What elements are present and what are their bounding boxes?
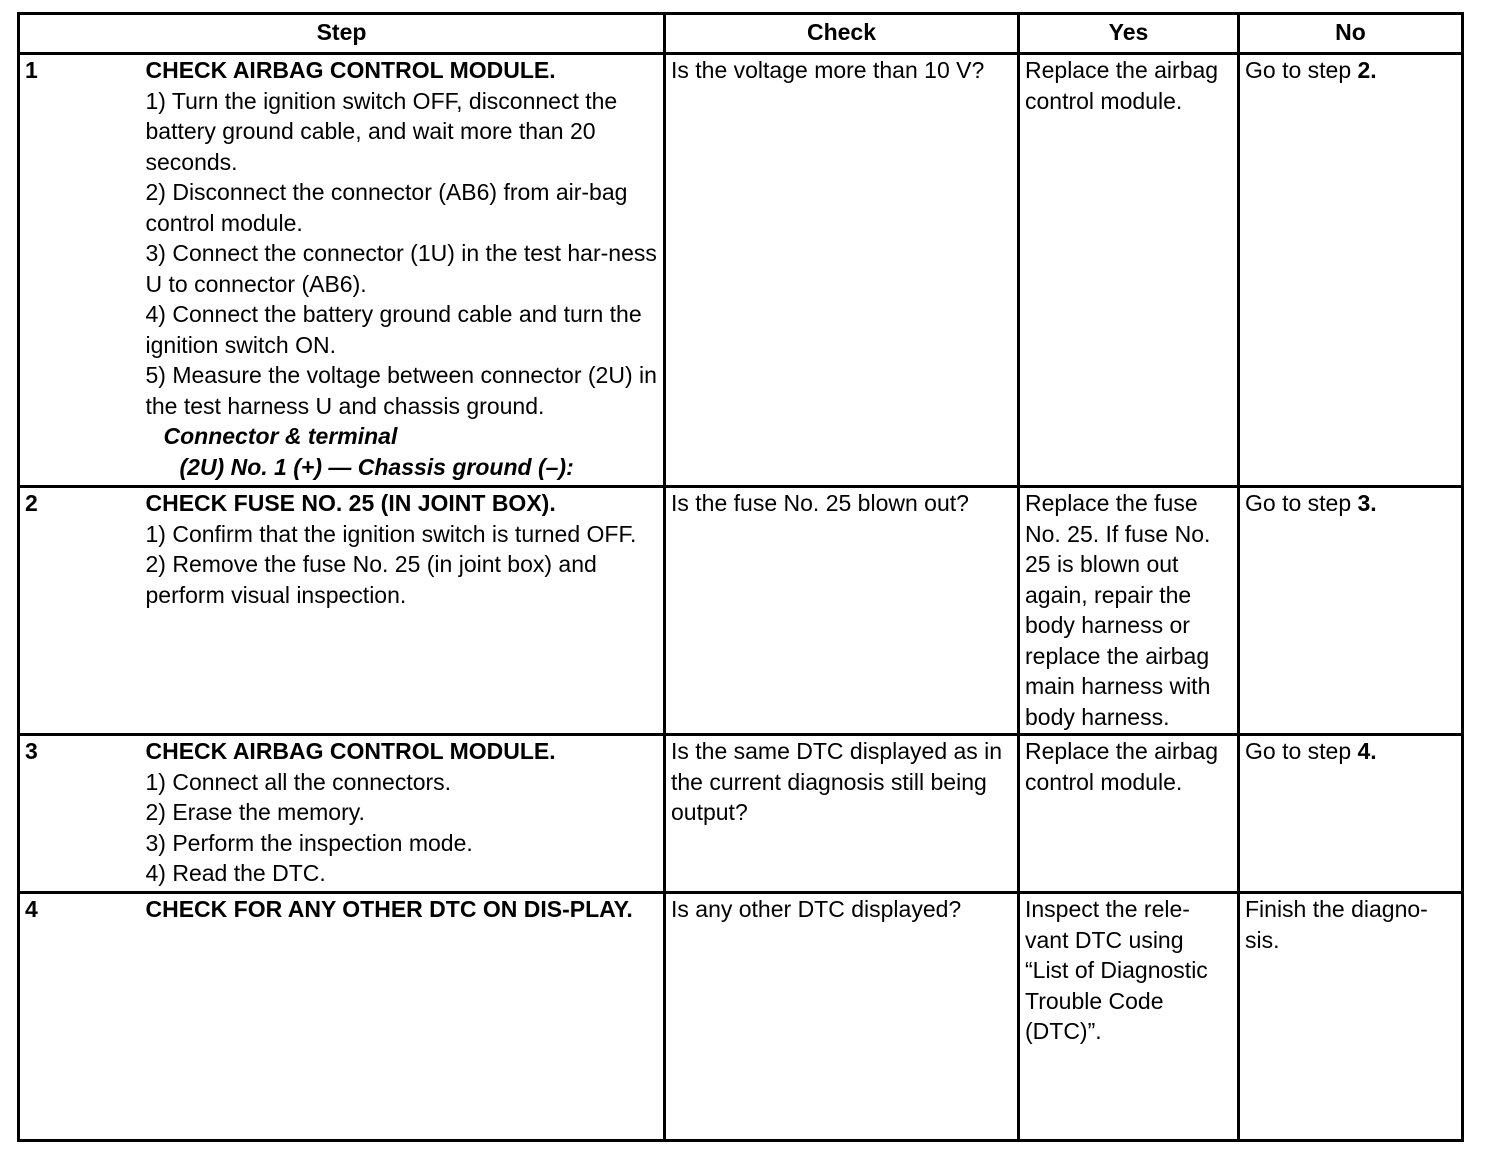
- yes-cell: Replace the fuse No. 25. If fuse No. 25 is blown out again, repair the body harness or replace the airbag main harness with body harness.: [1019, 487, 1239, 735]
- step-title: CHECK AIRBAG CONTROL MODULE.: [145, 57, 556, 83]
- no-prefix: Go to step: [1245, 738, 1358, 764]
- substep: 3) Perform the inspection mode.: [145, 829, 473, 856]
- step-number: 1: [19, 54, 141, 487]
- header-no: No: [1239, 14, 1463, 54]
- no-cell: [1239, 487, 1463, 735]
- no-cell: [1239, 54, 1463, 487]
- header-yes: Yes: [1019, 14, 1239, 54]
- table-row: [19, 54, 1463, 487]
- check-cell: Is the fuse No. 25 blown out?: [665, 487, 1019, 735]
- table-row: [19, 735, 1463, 893]
- substep: 4) Connect the battery ground cable and turn the ignition switch ON.: [145, 301, 642, 358]
- step-number: 2: [19, 487, 141, 735]
- header-row: [19, 14, 1463, 54]
- step-title: CHECK FUSE NO. 25 (IN JOINT BOX).: [145, 490, 556, 516]
- no-cell: [1239, 735, 1463, 893]
- substep: 1) Turn the ignition switch OFF, disconnect the battery ground cable, and wait more than 20 seconds.: [145, 87, 618, 175]
- substep: 5) Measure the voltage between connector (2U) in the test harness U and chassis ground.: [145, 362, 657, 419]
- table-row: [19, 893, 1463, 1141]
- yes-cell: Inspect the rele-vant DTC using “List of Diagnostic Trouble Code (DTC)”.: [1019, 893, 1239, 1141]
- substep: 2) Remove the fuse No. 25 (in joint box) and perform visual inspection.: [145, 551, 597, 608]
- table-row: [19, 487, 1463, 735]
- no-target-step: 4.: [1357, 738, 1377, 764]
- substep: 4) Read the DTC.: [145, 860, 326, 886]
- substep: 3) Connect the connector (1U) in the test har-ness U to connector (AB6).: [145, 240, 657, 297]
- diagnosis-table: [17, 12, 1464, 1142]
- check-cell: Is the same DTC displayed as in the current diagnosis still being output?: [665, 735, 1019, 893]
- step-content: [141, 54, 665, 487]
- step-content: [141, 735, 665, 893]
- connector-label: Connector & terminal: [163, 423, 398, 449]
- step-number: 3: [19, 735, 141, 893]
- check-cell: Is any other DTC displayed?: [665, 893, 1019, 1141]
- substep: 1) Confirm that the ignition switch is turned OFF.: [145, 520, 637, 547]
- no-prefix: Go to step: [1245, 57, 1358, 83]
- substep: 2) Disconnect the connector (AB6) from air-bag control module.: [145, 179, 628, 236]
- step-content: [141, 893, 665, 1141]
- step-title: CHECK AIRBAG CONTROL MODULE.: [145, 738, 556, 764]
- substep: 2) Erase the memory.: [145, 799, 365, 825]
- yes-cell: Replace the airbag control module.: [1019, 54, 1239, 487]
- header-check: Check: [665, 14, 1019, 54]
- step-number: 4: [19, 893, 141, 1141]
- no-prefix: Go to step: [1245, 490, 1358, 516]
- connector-terminal: (2U) No. 1 (+) — Chassis ground (–):: [179, 453, 574, 480]
- step-title: CHECK FOR ANY OTHER DTC ON DIS-PLAY.: [145, 896, 633, 922]
- yes-cell: Replace the airbag control module.: [1019, 735, 1239, 893]
- substep: 1) Connect all the connectors.: [145, 768, 452, 795]
- header-step: Step: [19, 14, 665, 54]
- no-cell: Finish the diagno-sis.: [1239, 893, 1463, 1141]
- check-cell: Is the voltage more than 10 V?: [665, 54, 1019, 487]
- no-target-step: 2.: [1357, 57, 1377, 83]
- no-target-step: 3.: [1357, 490, 1377, 516]
- step-content: [141, 487, 665, 735]
